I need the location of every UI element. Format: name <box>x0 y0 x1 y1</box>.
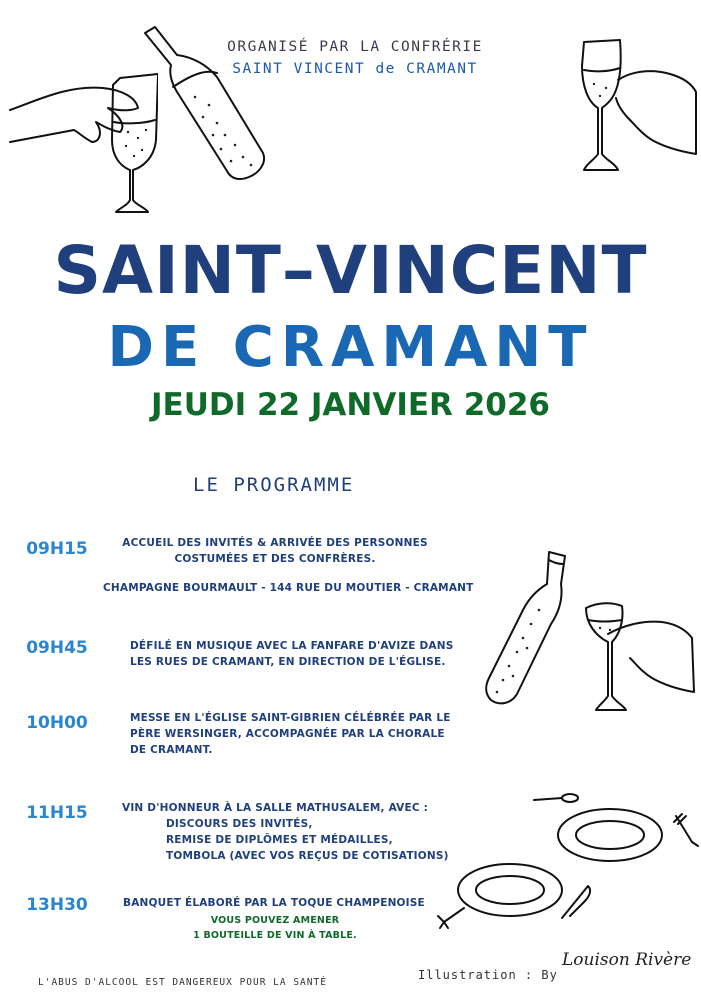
alcohol-warning: L'ABUS D'ALCOOL EST DANGEREUX POUR LA SANTÉ <box>38 977 327 988</box>
fork-icon <box>436 904 466 930</box>
description-line: LES RUES DE CRAMANT, EN DIRECTION DE L'ÉGLISE. <box>130 656 446 668</box>
description-line: ACCUEIL DES INVITÉS & ARRIVÉE DES PERSONNES <box>122 537 428 549</box>
artist-signature: Louison Rivère <box>562 950 692 970</box>
organiser-line-2: SAINT VINCENT de CRAMANT <box>232 61 478 77</box>
plate-icon <box>555 805 665 865</box>
description-line: MESSE EN L'ÉGLISE SAINT-GIBRIEN CÉLÉBRÉE PAR LE <box>130 712 451 724</box>
programme-description <box>130 638 453 670</box>
hand-holding-glass-icon <box>580 36 698 186</box>
programme-description: VIN D'HONNEUR À LA SALLE MATHUSALEM, AVEC : <box>122 802 429 814</box>
event-title-line-1: SAINT–VINCENT <box>53 232 648 309</box>
champagne-bottle-icon <box>483 548 573 708</box>
programme-time: 11H15 <box>26 803 88 823</box>
sub-list-item: TOMBOLA (AVEC VOS REÇUS DE COTISATIONS) <box>166 850 449 862</box>
knife-icon <box>558 882 594 922</box>
venue-line: CHAMPAGNE BOURMAULT - 144 RUE DU MOUTIER - CRAMANT <box>103 582 474 594</box>
programme-description: BANQUET ÉLABORÉ PAR LA TOQUE CHAMPENOISE <box>123 897 425 909</box>
programme-description <box>110 535 440 567</box>
description-line: PÈRE WERSINGER, ACCOMPAGNÉE PAR LA CHORALE <box>130 728 445 740</box>
banquet-note <box>170 913 380 943</box>
programme-time: 09H45 <box>26 638 88 658</box>
illustration-credit: Illustration : By <box>418 968 558 982</box>
programme-sub-list <box>166 816 449 864</box>
programme-time: 10H00 <box>26 713 88 733</box>
fork-icon <box>672 812 700 848</box>
champagne-bottle-icon <box>135 25 270 180</box>
event-date: JEUDI 22 JANVIER 2026 <box>151 387 550 423</box>
description-line: DE CRAMANT. <box>130 744 213 756</box>
programme-description <box>130 710 451 758</box>
programme-time: 13H30 <box>26 895 88 915</box>
description-line: COSTUMÉES ET DES CONFRÈRES. <box>174 553 376 565</box>
sub-list-item: DISCOURS DES INVITÉS, <box>166 818 313 830</box>
sub-list-item: REMISE DE DIPLÔMES ET MÉDAILLES, <box>166 834 393 846</box>
event-title-line-2: DE CRAMANT <box>107 315 594 380</box>
plate-icon <box>455 860 565 920</box>
organiser-line-1: ORGANISÉ PAR LA CONFRÉRIE <box>227 39 483 55</box>
description-line: DÉFILÉ EN MUSIQUE AVEC LA FANFARE D'AVIZE DANS <box>130 640 454 652</box>
note-line: VOUS POUVEZ AMENER <box>210 915 340 926</box>
programme-time: 09H15 <box>26 539 88 559</box>
programme-heading: LE PROGRAMME <box>193 474 355 496</box>
note-line: 1 BOUTEILLE DE VIN À TABLE. <box>193 930 357 941</box>
hand-holding-glass-icon <box>582 600 698 720</box>
